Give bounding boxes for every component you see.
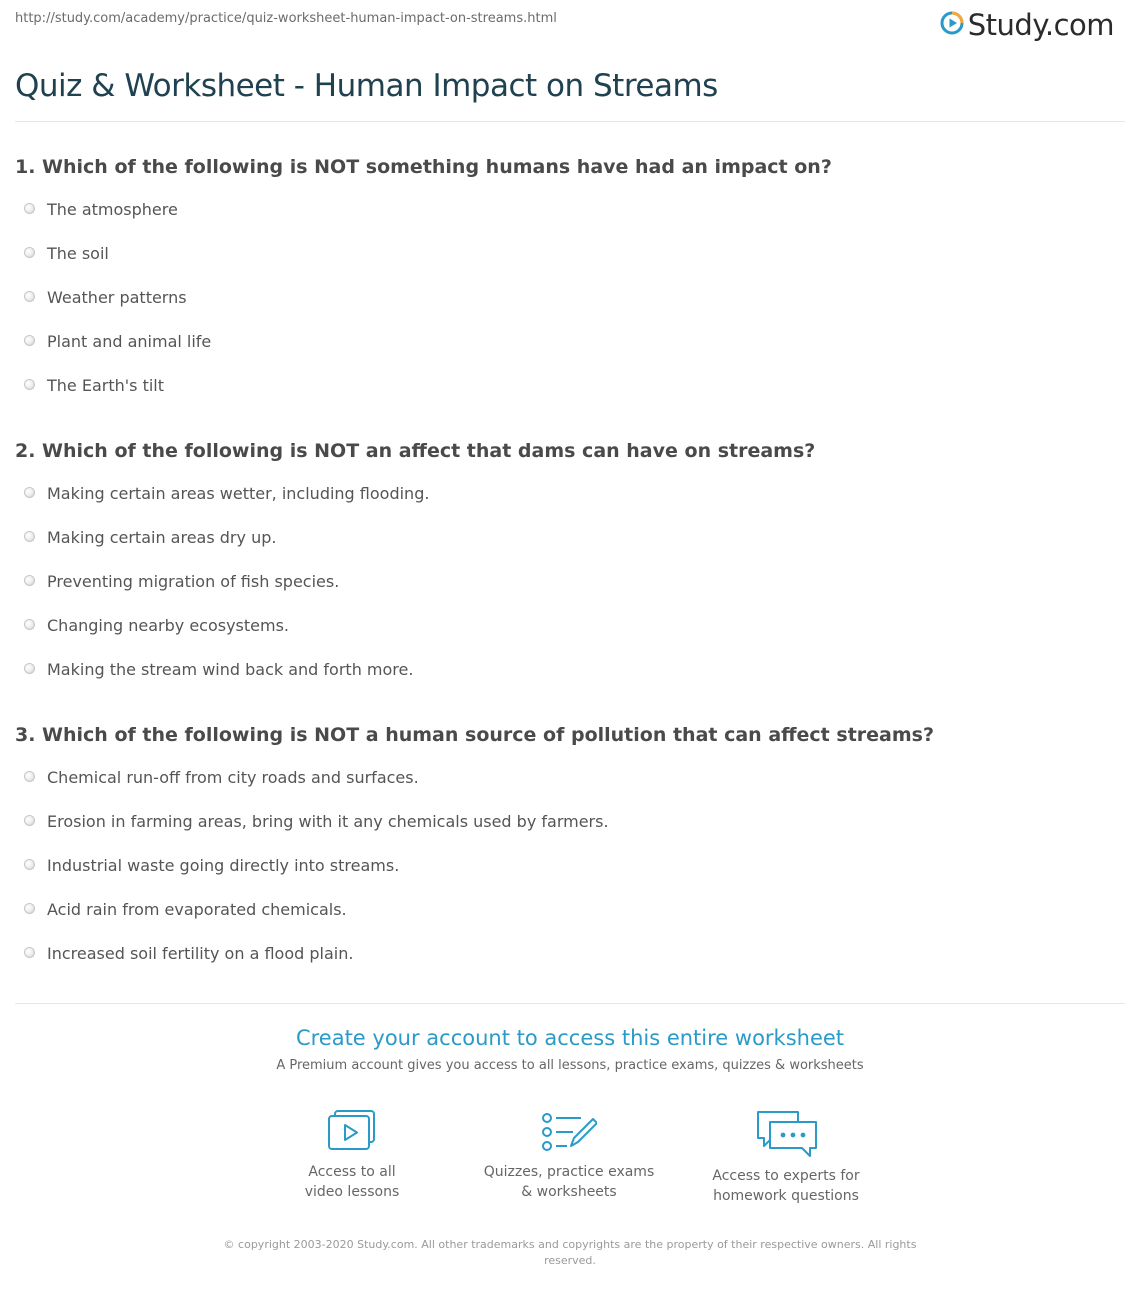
answer-options [15,187,1125,407]
question-2 [15,437,1125,691]
radio-button[interactable] [24,531,35,542]
radio-button[interactable] [24,903,35,914]
radio-button[interactable] [24,815,35,826]
title-divider [15,121,1125,122]
answer-option-label: The Earth's tilt [47,375,165,395]
answer-option[interactable] [15,647,1125,691]
answer-option-label: The atmosphere [47,199,178,219]
page-title: Quiz & Worksheet - Human Impact on Streams [15,68,718,104]
feature-quizzes [469,1110,669,1202]
answer-options [15,755,1125,975]
answer-option[interactable] [15,755,1125,799]
radio-button[interactable] [24,575,35,586]
chat-bubbles-icon [686,1110,886,1158]
feature-label: Access to all video lessons [304,1164,400,1200]
answer-option[interactable] [15,843,1125,887]
radio-button[interactable] [24,771,35,782]
radio-button[interactable] [24,203,35,214]
answer-option[interactable] [15,603,1125,647]
answer-option-label: Increased soil fertility on a flood plain. [47,943,354,963]
answer-option-label: Industrial waste going directly into streams. [47,855,400,875]
radio-button[interactable] [24,379,35,390]
answer-option[interactable] [15,559,1125,603]
feature-label: Access to experts for homework questions [712,1168,860,1204]
answer-option[interactable] [15,363,1125,407]
answer-option-label: Chemical run-off from city roads and surfaces. [47,767,419,787]
cta-subtitle: A Premium account gives you access to all lessons, practice exams, quizzes & worksheets [276,1058,864,1073]
question-text: 3. Which of the following is NOT a human source of pollution that can affect streams? [15,724,934,746]
question-text: 1. Which of the following is NOT something humans have had an impact on? [15,156,832,178]
answer-option-label: Weather patterns [47,287,187,307]
answer-option[interactable] [15,931,1125,975]
answer-option[interactable] [15,275,1125,319]
radio-button[interactable] [24,619,35,630]
answer-option[interactable] [15,231,1125,275]
question-3 [15,721,1125,975]
feature-experts [686,1110,886,1206]
section-divider [15,1003,1125,1004]
question-text: 2. Which of the following is NOT an affect that dams can have on streams? [15,440,816,462]
answer-option[interactable] [15,515,1125,559]
answer-option-label: Making the stream wind back and forth more. [47,659,414,679]
radio-button[interactable] [24,291,35,302]
answer-option[interactable] [15,187,1125,231]
play-circle-icon [940,11,964,39]
radio-button[interactable] [24,487,35,498]
answer-option-label: Preventing migration of fish species. [47,571,340,591]
study-logo[interactable] [940,8,1114,42]
answer-option-label: Plant and animal life [47,331,212,351]
answer-option-label: The soil [47,243,109,263]
copyright-notice: © copyright 2003-2020 Study.com. All other trademarks and copyrights are the property of their respective owners. All rights reserved. [223,1238,917,1267]
radio-button[interactable] [24,663,35,674]
video-lessons-icon [252,1110,452,1154]
radio-button[interactable] [24,947,35,958]
logo-text: Study.com [967,8,1114,42]
quiz-checklist-icon [469,1110,669,1154]
feature-label: Quizzes, practice exams & worksheets [483,1164,655,1200]
answer-options [15,471,1125,691]
answer-option[interactable] [15,887,1125,931]
radio-button[interactable] [24,859,35,870]
answer-option-label: Making certain areas wetter, including flooding. [47,483,430,503]
answer-option-label: Erosion in farming areas, bring with it any chemicals used by farmers. [47,811,609,831]
cta-title-link[interactable]: Create your account to access this entire worksheet [295,1026,845,1050]
answer-option[interactable] [15,319,1125,363]
page-url: http://study.com/academy/practice/quiz-worksheet-human-impact-on-streams.html [15,11,557,26]
feature-video-lessons [252,1110,452,1202]
answer-option-label: Making certain areas dry up. [47,527,277,547]
answer-option[interactable] [15,471,1125,515]
answer-option-label: Acid rain from evaporated chemicals. [47,899,347,919]
radio-button[interactable] [24,247,35,258]
answer-option[interactable] [15,799,1125,843]
question-1 [15,153,1125,407]
radio-button[interactable] [24,335,35,346]
answer-option-label: Changing nearby ecosystems. [47,615,290,635]
